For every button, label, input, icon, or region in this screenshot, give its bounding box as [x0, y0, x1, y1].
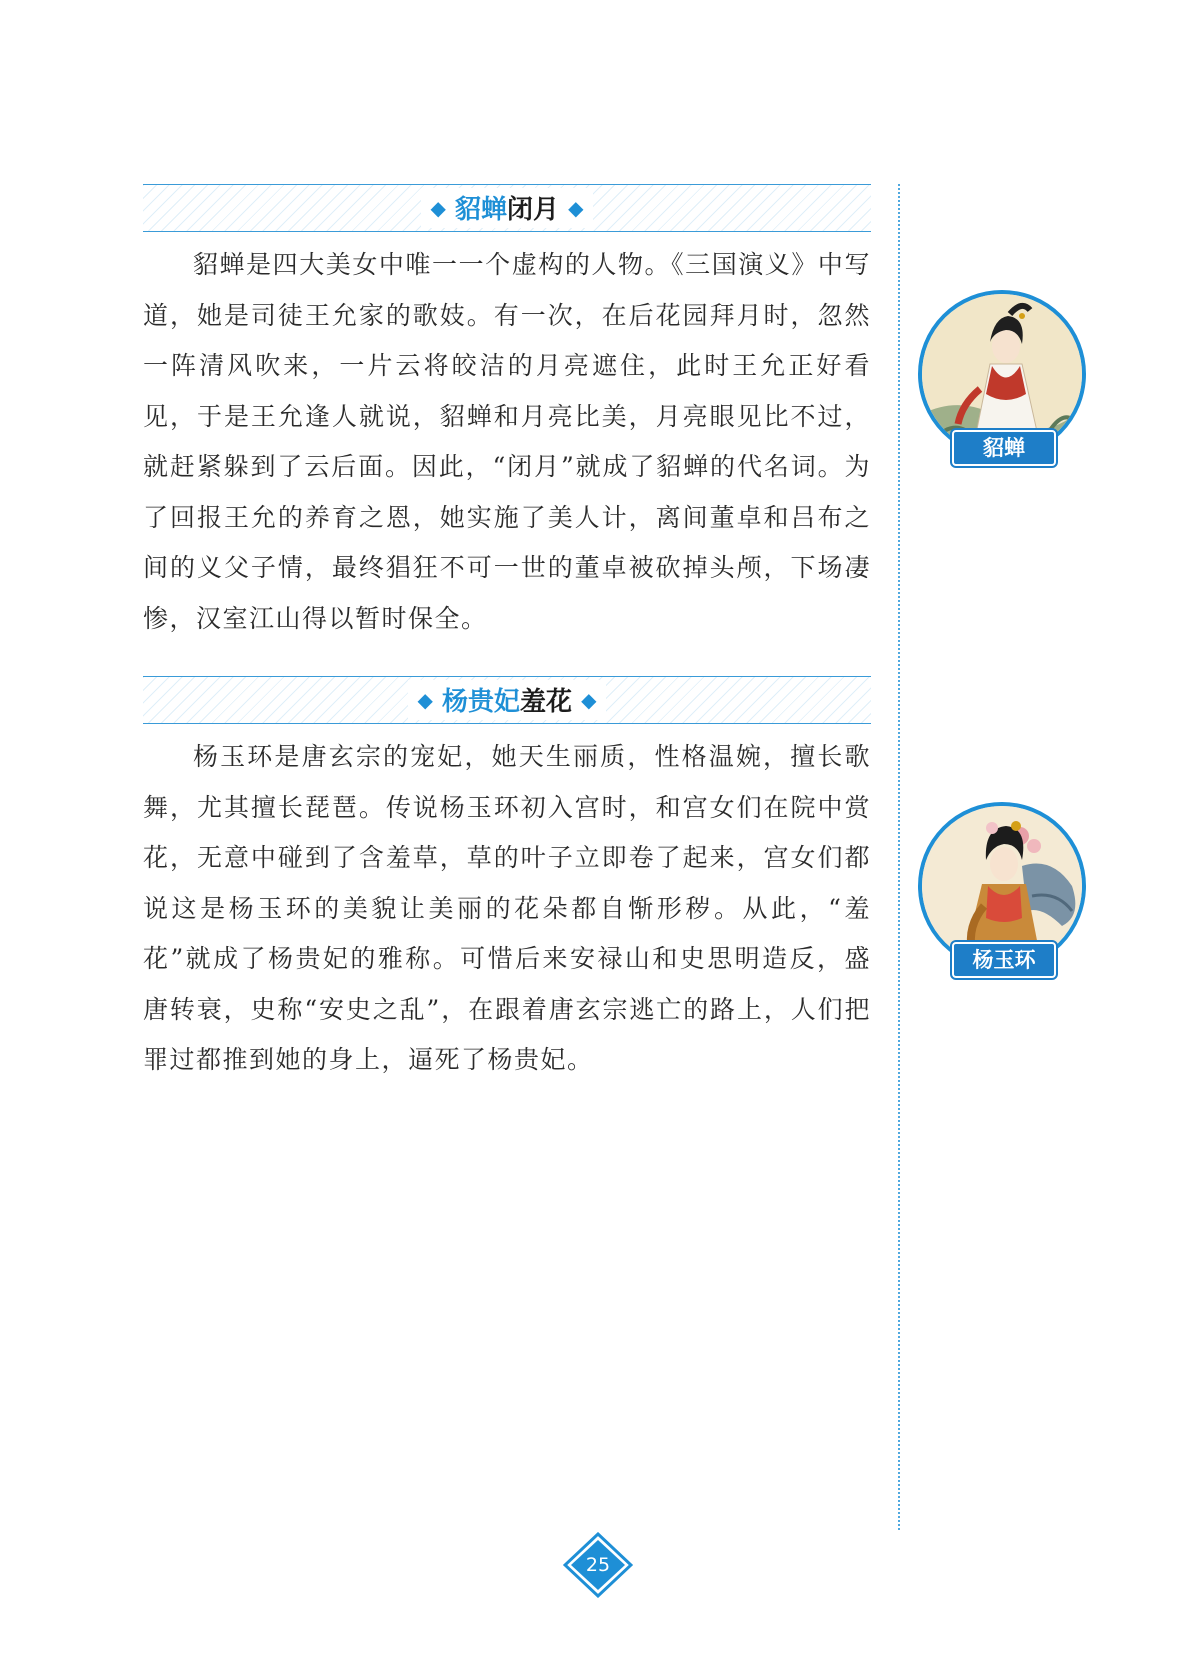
heading-word: 羞花: [520, 687, 573, 717]
diamond-bullet-icon: ◆: [568, 196, 584, 220]
portrait-label: 杨玉环: [952, 942, 1056, 978]
heading-word: 闭月: [507, 195, 560, 225]
heading-title: [408, 680, 607, 720]
paragraph: 杨玉环是唐玄宗的宠妃，她天生丽质，性格温婉，擅长歌舞，尤其擅长琵琶。传说杨玉环初入宫时，和宫女们在院中赏花，无意中碰到了含羞草，草的叶子立即卷了起来，宫女们都说这是杨玉环的美貌让美丽的花朵都自惭形秽。从此，“羞花”就成了杨贵妃的雅称。可惜后来安禄山和史思明造反，盛唐转衰，史称“安史之乱”，在跟着唐玄宗逃亡的路上，人们把罪过都推到她的身上，逼死了杨贵妃。: [143, 742, 871, 1074]
portrait-yangyuhuan: [918, 802, 1086, 970]
diamond-bullet-icon: ◆: [430, 196, 446, 220]
heading-name: 杨贵妃: [441, 687, 520, 717]
paragraph: 貂蝉是四大美女中唯一一个虚构的人物。《三国演义》中写道，她是司徒王允家的歌妓。有一次，在后花园拜月时，忽然一阵清风吹来，一片云将皎洁的月亮遮住，此时王允正好看见，于是王允逢人就说，貂蝉和月亮比美，月亮眼见比不过，就赶紧躲到了云后面。因此，“闭月”就成了貂蝉的代名词。为了回报王允的养育之恩，她实施了美人计，离间董卓和吕布之间的义父子情，最终猖狂不可一世的董卓被砍掉头颅，下场凄惨，汉室江山得以暂时保全。: [143, 250, 871, 633]
diamond-bullet-icon: ◆: [417, 688, 433, 712]
section-diaochan: [143, 184, 871, 644]
page-number: 25: [585, 1554, 611, 1576]
section-heading: [143, 184, 871, 232]
section-yangguifei: [143, 676, 871, 1086]
diamond-bullet-icon: ◆: [581, 688, 597, 712]
portrait-label: 貂蝉: [952, 430, 1056, 466]
heading-name: 貂蝉: [454, 195, 507, 225]
heading-title: [421, 188, 594, 228]
margin-divider: [898, 184, 900, 1530]
section-heading: [143, 676, 871, 724]
page-number-badge: [563, 1532, 633, 1598]
portrait-diaochan: [918, 290, 1086, 458]
